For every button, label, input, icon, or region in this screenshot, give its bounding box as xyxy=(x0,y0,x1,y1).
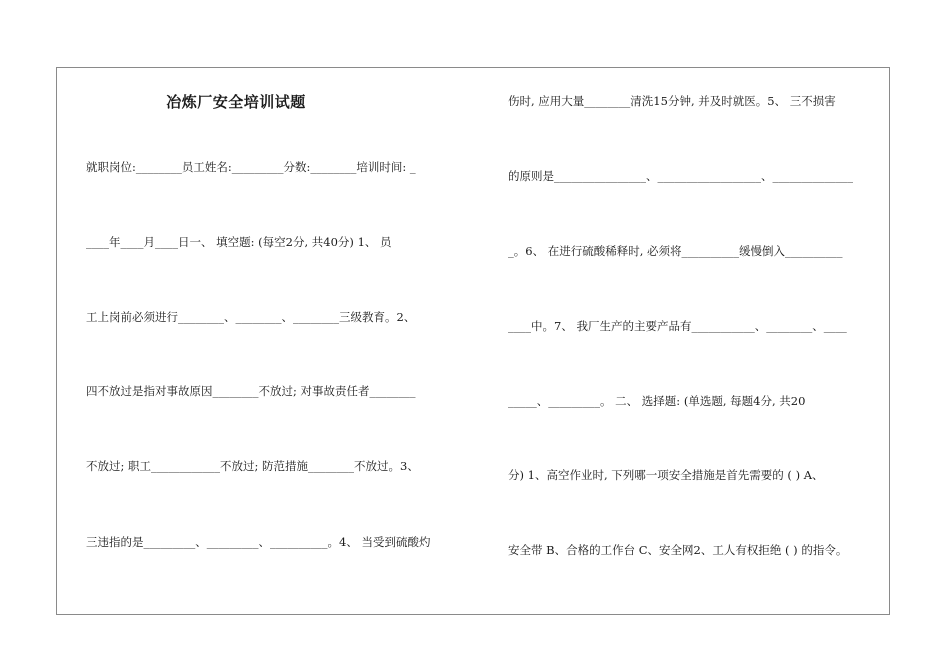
right-text-line: _____、_________。 二、 选择题: (单选题, 每题4分, 共20 xyxy=(508,394,806,408)
page-frame xyxy=(56,67,890,615)
right-text-line: 安全带 B、合格的工作台 C、安全网2、工人有权拒绝 ( ) 的指令。 xyxy=(508,543,848,557)
left-text-line: 四不放过是指对事故原因________不放过; 对事故责任者________ xyxy=(86,384,416,398)
left-text-line: 工上岗前必须进行________、________、________三级教育。2、 xyxy=(86,310,416,324)
left-text-line: 就职岗位:________员工姓名:_________分数:________培训时间: _ xyxy=(86,160,416,174)
right-text-line: 分) 1、高空作业时, 下列哪一项安全措施是首先需要的 ( ) A、 xyxy=(508,468,824,482)
right-text-line: ____中。7、 我厂生产的主要产品有___________、________、____ xyxy=(508,319,847,333)
left-text-line: ____年____月____日一、 填空题: (每空2分, 共40分) 1、 员 xyxy=(86,235,392,249)
page-title: 冶炼厂安全培训试题 xyxy=(166,93,306,111)
right-text-line: 的原则是________________、__________________、______________ xyxy=(508,169,853,183)
right-text-line: 伤时, 应用大量________清洗15分钟, 并及时就医。5、 三不损害 xyxy=(508,94,836,108)
left-text-line: 不放过; 职工____________不放过; 防范措施________不放过。3、 xyxy=(86,459,419,473)
left-text-line: 三违指的是_________、_________、__________。4、 当受到硫酸灼 xyxy=(86,535,431,549)
right-text-line: _。6、 在进行硫酸稀释时, 必须将__________缓慢倒入__________ xyxy=(508,244,843,258)
